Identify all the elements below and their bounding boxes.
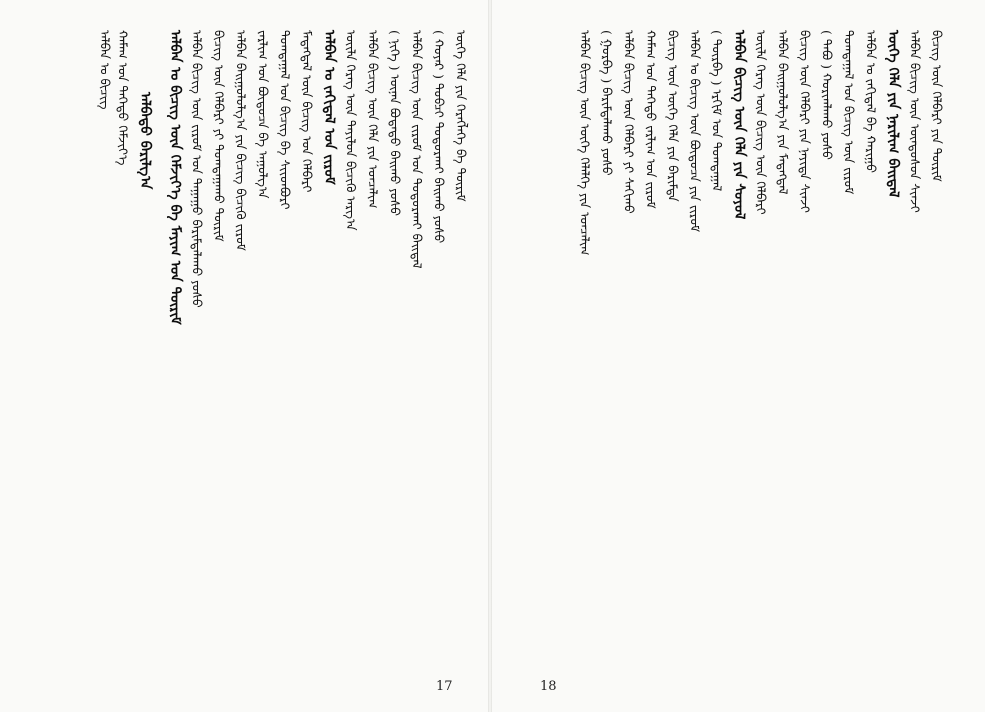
text-column: ( ᠲᠠᠪᠤ ) ᠬᠣᠷᠢᠭᠯᠠᠬᠤ ᠶᠣᠰᠤ [819,30,835,160]
text-column: ᠮᠡᠳᠡᠭᠳᠡᠯ ᠦᠨ ᠪᠢᠴᠢᠭ ᠤᠨ ᠬᠡᠯᠪᠡᠷᠢ [299,30,315,193]
text-column: ᠠᠯᠪᠠᠨ ᠪᠢᠴᠢᠭ ᠦᠨ ᠬᠡᠯᠡ ᠶᠢᠨ ᠣᠨᠴᠠᠯᠢᠭ [365,30,381,209]
section-heading: ᠠᠯᠪᠠᠲᠤ ᠪᠠᠷᠢᠯᠭ᠎ᠠ [137,92,153,190]
text-column: ᠠᠯᠪᠠᠨ ᠤ ᠵᠠᠬᠢᠳᠠᠯ ᠪᠠ ᠬᠠᠷᠢᠭᠤ [863,30,879,173]
text-column: ᠠᠯᠪᠠᠨ ᠪᠢᠴᠢᠭ ᠦᠨ ᠵᠢᠷᠤᠮ ᠤᠨ ᠲᠣᠳᠣᠷᠬᠠᠢ ᠪᠠᠢᠳᠠᠯ [409,30,425,269]
section-heading: ᠠᠯᠪᠠᠨ ᠤ ᠵᠠᠬᠢᠳᠠᠯ ᠤᠨ ᠵᠢᠷᠤᠮ [321,30,337,185]
text-column: ( ᠭᠤᠷᠪᠠ ) ᠪᠠᠷᠢᠮᠲᠠᠯᠠᠬᠤ ᠶᠣᠰᠤ [599,30,615,176]
text-column: ᠦᠢᠯᠡ ᠬᠡᠷᠡᠭ ᠦᠨ ᠲᠠᠶᠢᠯᠤᠨ ᠪᠢᠴᠢᠬᠦ ᠠᠷᠭ᠎ᠠ [343,30,359,231]
text-column: ᠪᠢᠴᠢᠭ ᠦᠨ ᠬᠡᠯᠪᠡᠷᠢ ᠶᠢ ᠲᠣᠭᠲᠠᠭᠠᠬᠤ ᠳᠦᠷᠢᠮ [211,30,227,242]
text-column: ᠠᠯᠪᠠᠨ ᠪᠢᠴᠢᠭ ᠦᠨ ᠬᠡᠯᠪᠡᠷᠢ ᠶᠢ ᠰᠠᠬᠢᠬᠤ [621,30,637,214]
text-column: ᠪᠢᠴᠢᠭ ᠦᠨ ᠬᠡᠯᠪᠡᠷᠢ ᠶᠢᠨ ᠳᠦᠷᠢᠮ [929,30,945,182]
text-column: ( ᠨᠢᠭᠡ ) ᠦᠨᠡᠨ ᠪᠣᠳᠠᠲᠤ ᠪᠠᠢᠬᠤ ᠶᠣᠰᠤ [387,30,403,216]
text-column: ᠪᠢᠴᠢᠭ ᠦᠨ ᠦᠭᠡ ᠬᠡᠯᠡ ᠶᠢᠨ ᠪᠠᠷᠢᠮᠲᠠ [665,30,681,202]
text-column: ᠲᠣᠭᠲᠠᠭᠠᠯ ᠤᠨ ᠪᠢᠴᠢᠭ ᠦᠨ ᠵᠢᠷᠤᠮ [841,30,857,195]
section-heading: ᠠᠯᠪᠠᠨ ᠪᠢᠴᠢᠭ ᠦᠨ ᠬᠡᠯᠡ ᠶᠢᠨ ᠰᠣᠶᠣᠯ [731,30,747,220]
page-number: 18 [540,679,557,694]
text-column: ᠠᠯᠪᠠᠨ ᠪᠠᠢᠭᠤᠯᠤᠯᠭ᠎ᠠ ᠶᠢᠨ ᠪᠢᠴᠢᠭ ᠪᠢᠴᠢᠬᠦ ᠵᠢᠷᠤᠮ [233,30,249,251]
text-column: ᠵᠠᠷᠯᠢᠭ ᠤᠨ ᠪᠦᠲᠦᠴᠡ ᠪᠠ ᠠᠭᠤᠯᠭ᠎ᠠ [255,30,271,199]
text-column: ( ᠳᠥᠷᠪᠡ ) ᠡᠷᠬᠢᠮ ᠤᠨ ᠲᠣᠭᠲᠠᠭᠠᠯ [709,30,725,192]
text-column: ᠠᠯᠪᠠᠨ ᠤ ᠪᠢᠴᠢᠭ ᠦᠨ ᠪᠦᠲᠦᠴᠡ ᠶᠢᠨ ᠵᠢᠷᠤᠮ [687,30,703,233]
text-column: ᠠᠯᠪᠠᠨ ᠪᠠᠢᠭᠤᠯᠤᠯᠭ᠎ᠠ ᠶᠢᠨ ᠮᠡᠳᠡᠭᠳᠡᠯ [775,30,791,195]
page-number: 17 [436,679,453,694]
text-column: ᠬᠠᠮᠠᠭ ᠤᠨ ᠳᠡᠭᠡᠳᠦ ᠵᠠᠷᠯᠢᠭ ᠤᠨ ᠵᠢᠷᠤᠮ [643,30,659,209]
text-column: ᠬᠠᠮᠠᠭ ᠤᠨ ᠳᠡᠭᠡᠳᠦ ᠬᠡᠮᠵᠢᠶ᠎ᠡ [115,30,131,166]
text-column: ᠲᠣᠭᠲᠠᠭᠠᠯ ᠤᠨ ᠪᠢᠴᠢᠭ ᠪᠠ ᠰᠢᠢᠳᠪᠦᠷᠢ [277,30,293,210]
section-heading: ᠠᠯᠪᠠᠨ ᠤ ᠪᠢᠴᠢᠭ ᠦᠨ ᠬᠡᠮᠵᠢᠶ᠎ᠡ ᠪᠠ ᠮᠠᠶᠢᠭ ᠤᠨ ᠳᠦᠷᠢᠮ [167,30,183,325]
section-heading: ᠦᠭᠡ ᠬᠡᠯᠡ ᠶᠢᠨ ᠨᠠᠷᠢᠯᠢᠭ ᠪᠠᠢᠳᠠᠯ [885,30,901,198]
text-column: ( ᠬᠣᠶᠠᠷ ) ᠲᠣᠪᠴᠢ ᠲᠣᠳᠣᠷᠬᠠᠢ ᠪᠠᠢᠬᠤ ᠶᠣᠰᠤ [431,30,447,244]
text-column: ᠪᠢᠴᠢᠭ ᠦᠨ ᠬᠡᠯᠪᠡᠷᠢ ᠶᠢᠨ ᠨᠡᠶᠢᠲᠡ ᠰᠢᠨᠵᠢ [797,30,813,213]
left-page [0,0,488,712]
text-column: ᠠᠯᠪᠠᠨ ᠤ ᠪᠢᠴᠢᠭ [97,30,113,110]
text-column: ᠦᠭᠡ ᠬᠡᠯᠡ ᠶᠢᠨ ᠬᠡᠷᠡᠭᠯᠡᠭᠡ ᠪᠠ ᠳᠦᠷᠢᠮ [453,30,469,202]
text-column: ᠦᠢᠯᠡ ᠬᠡᠷᠡᠭ ᠦᠨ ᠪᠢᠴᠢᠭ ᠦᠨ ᠬᠡᠯᠪᠡᠷᠢ [753,30,769,215]
right-page [492,0,985,712]
text-column: ᠠᠯᠪᠠᠨ ᠪᠢᠴᠢᠭ ᠦᠨ ᠦᠭᠡ ᠬᠡᠯᠡᠯᠭᠡ ᠶᠢᠨ ᠣᠨᠴᠠᠯᠢᠭ [577,30,593,256]
text-column: ᠠᠯᠪᠠᠨ ᠪᠢᠴᠢᠭ ᠦᠨ ᠦᠨᠳᠦᠰᠦᠨ ᠰᠢᠨᠵᠢ [907,30,923,213]
text-column: ᠠᠯᠪᠠᠨ ᠪᠢᠴᠢᠭ ᠦᠨ ᠵᠢᠷᠤᠮ ᠤᠨ ᠳᠠᠭᠠᠭᠤ ᠪᠠᠷᠢᠮᠲᠠᠯᠠᠬᠤ ᠶᠣᠰᠤ [189,30,205,308]
